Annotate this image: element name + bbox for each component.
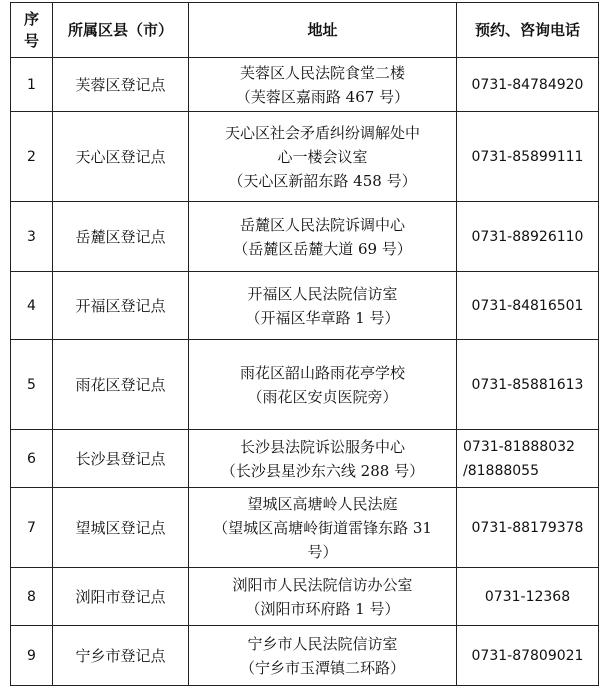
- row-index: 7: [11, 488, 53, 568]
- address-line: 天心区社会矛盾纠纷调解处中: [224, 123, 420, 142]
- address-line: （望城区高塘岭街道雷锋东路 31: [213, 518, 432, 537]
- row-index: 4: [11, 272, 53, 340]
- row-index: 8: [11, 568, 53, 626]
- registration-points-table: [10, 2, 599, 686]
- row-district: 芙蓉区登记点: [53, 58, 189, 112]
- table-row: [11, 112, 599, 202]
- row-index: 3: [11, 202, 53, 272]
- address-line: 望城区高塘岭人民法庭: [247, 494, 398, 513]
- address-line: （浏阳市环府路 1 号）: [245, 599, 400, 618]
- header-index: [11, 3, 53, 58]
- row-phone: [457, 202, 599, 272]
- row-district: 宁乡市登记点: [53, 626, 189, 686]
- row-district: 长沙县登记点: [53, 430, 189, 488]
- phone-line: 0731-85881613: [471, 376, 584, 393]
- phone-line: /81888055: [463, 462, 539, 479]
- row-phone: [457, 626, 599, 686]
- row-address: [189, 430, 457, 488]
- address-line: 开福区人民法院信访室: [247, 284, 398, 303]
- header-index-line-2: 号: [23, 32, 39, 50]
- address-line: 长沙县法院诉讼服务中心: [239, 437, 405, 456]
- row-address: [189, 488, 457, 568]
- address-line: （天心区新韶东路 458 号）: [228, 171, 417, 190]
- row-address: [189, 58, 457, 112]
- table-row: [11, 430, 599, 488]
- address-line: （长沙县星沙东六线 288 号）: [220, 461, 425, 480]
- row-district: 雨花区登记点: [53, 340, 189, 430]
- row-phone: [457, 58, 599, 112]
- header-index-line-1: 序: [23, 10, 39, 28]
- table-row: [11, 272, 599, 340]
- row-phone: [457, 488, 599, 568]
- phone-line: 0731-88926110: [471, 228, 584, 245]
- row-phone: [457, 112, 599, 202]
- table-row: [11, 58, 599, 112]
- row-district: 浏阳市登记点: [53, 568, 189, 626]
- table-row: [11, 488, 599, 568]
- phone-line: 0731-85899111: [471, 148, 584, 165]
- row-address: [189, 340, 457, 430]
- address-line: 宁乡市人民法院信访室: [247, 634, 398, 653]
- phone-line: 0731-12368: [484, 588, 571, 605]
- row-district: 望城区登记点: [53, 488, 189, 568]
- phone-line: 0731-84784920: [471, 76, 584, 93]
- row-address: [189, 202, 457, 272]
- row-address: [189, 272, 457, 340]
- address-line: 号）: [307, 542, 338, 561]
- row-phone: [457, 430, 599, 488]
- table-row: [11, 202, 599, 272]
- header-district: 所属区县（市）: [53, 3, 189, 58]
- row-index: 2: [11, 112, 53, 202]
- row-district: 天心区登记点: [53, 112, 189, 202]
- row-district: 开福区登记点: [53, 272, 189, 340]
- table-body: [11, 58, 599, 686]
- address-line: 雨花区韶山路雨花亭学校: [239, 363, 405, 382]
- row-address: [189, 626, 457, 686]
- address-line: （芙蓉区嘉雨路 467 号）: [235, 87, 410, 106]
- address-line: （雨花区安贞医院旁）: [247, 387, 398, 406]
- header-phone: 预约、咨询电话: [457, 3, 599, 58]
- table-header-row: [11, 3, 599, 58]
- row-phone: [457, 272, 599, 340]
- row-index: 1: [11, 58, 53, 112]
- phone-line: 0731-87809021: [471, 647, 584, 664]
- phone-line: 0731-81888032: [463, 438, 575, 455]
- phone-line: 0731-88179378: [471, 519, 584, 536]
- row-index: 6: [11, 430, 53, 488]
- address-line: 岳麓区人民法院诉调中心: [239, 215, 405, 234]
- table-row: [11, 568, 599, 626]
- table-row: [11, 626, 599, 686]
- row-phone: [457, 568, 599, 626]
- address-line: （宁乡市玉潭镇二环路）: [239, 658, 405, 677]
- address-line: 浏阳市人民法院信访办公室: [232, 575, 413, 594]
- row-index: 5: [11, 340, 53, 430]
- phone-line: 0731-84816501: [471, 297, 584, 314]
- header-address: 地址: [189, 3, 457, 58]
- row-address: [189, 568, 457, 626]
- row-index: 9: [11, 626, 53, 686]
- address-line: （岳麓区岳麓大道 69 号）: [233, 239, 412, 258]
- row-district: 岳麓区登记点: [53, 202, 189, 272]
- table-row: [11, 340, 599, 430]
- address-line: 心一楼会议室: [277, 147, 368, 166]
- address-line: 芙蓉区人民法院食堂二楼: [239, 63, 405, 82]
- row-phone: [457, 340, 599, 430]
- row-address: [189, 112, 457, 202]
- address-line: （开福区华章路 1 号）: [245, 308, 400, 327]
